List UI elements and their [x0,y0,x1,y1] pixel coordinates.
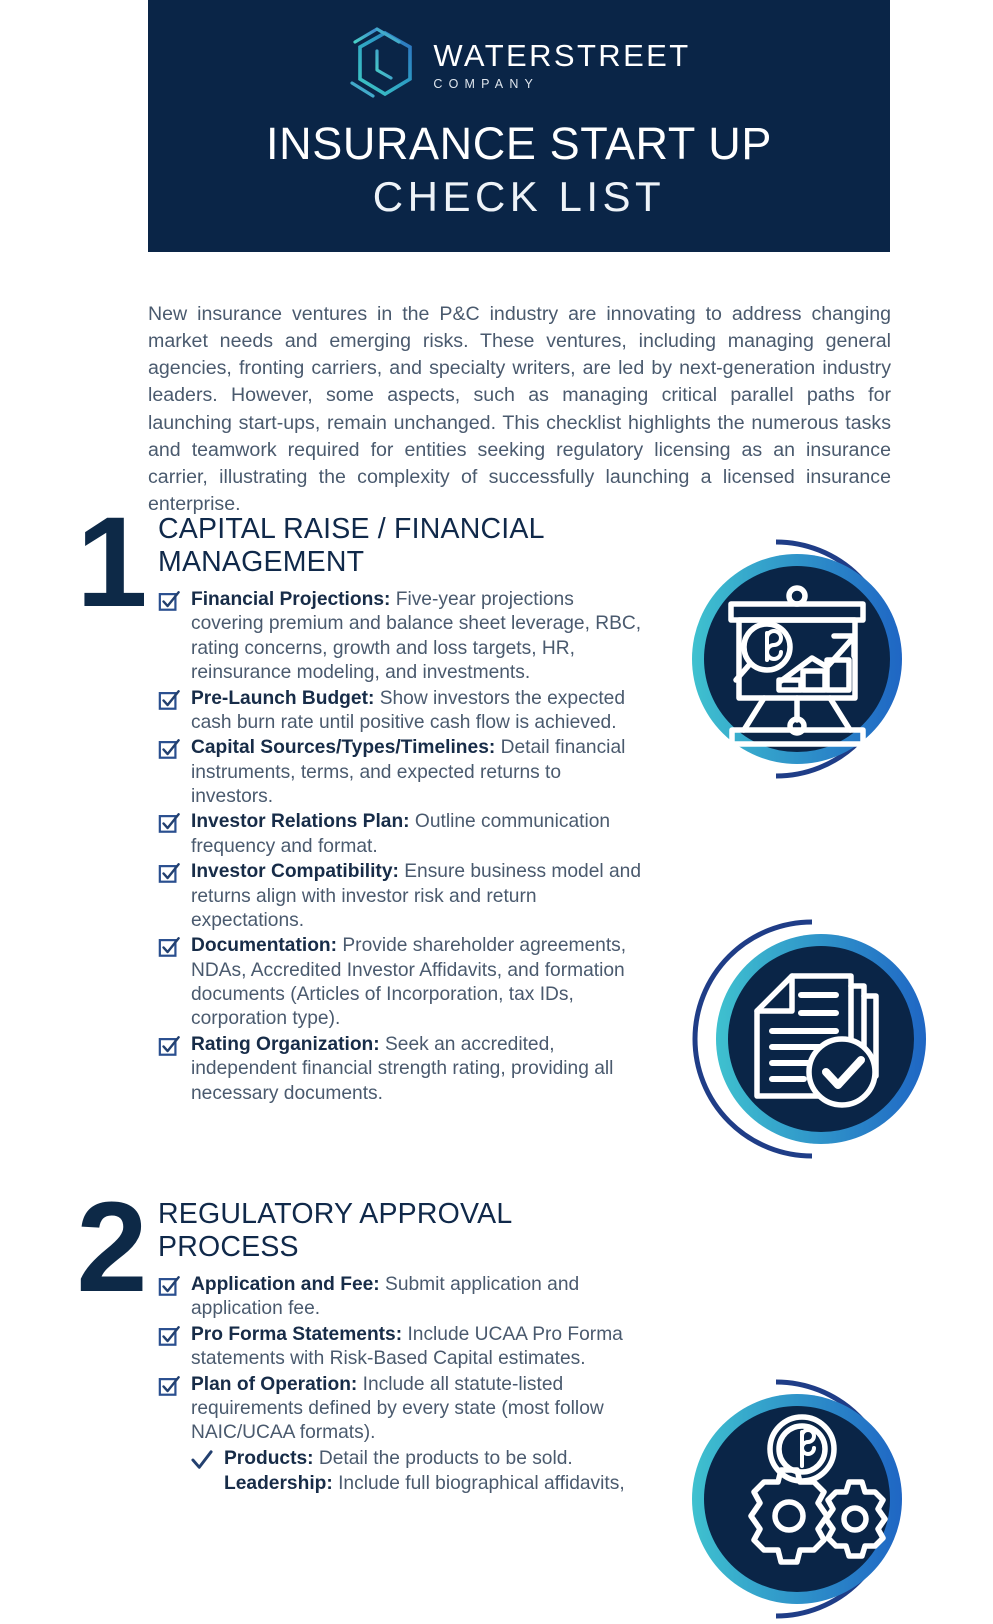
brand-logo [347,26,690,104]
checklist-subitem-text: Include full biographical affidavits, [332,1473,625,1495]
checkbox-checked-icon [158,738,180,760]
checklist-subitem-label: Leadership: [224,1473,333,1495]
checklist-subitem[interactable] [158,1447,648,1471]
checklist-item[interactable] [158,1273,648,1322]
checklist-item[interactable] [158,736,648,809]
section-number: 2 [76,1176,146,1319]
checklist [158,588,648,1106]
checklist-item[interactable] [158,1323,648,1372]
checklist-subitem-text: Detail the products to be sold. [313,1447,573,1469]
intro-paragraph: New insurance ventures in the P&C industry are innovating to address changing market needs and emerging risks. These ventures, including managing general agencies, fronting carriers, and specialty writers, are led by next-generation industry leaders. However, some aspects, such as managing critical parallel paths for launching start-ups, remain unchanged. This checklist highlights the numerous tasks and teamwork required for entities seeking regulatory licensing as an insurance carrier, illustrating the complexity of successfully launching a licensed insurance enterprise. [148,302,891,516]
checklist-item-text: Outline communication frequency and format. [191,811,611,857]
checklist-item-label: Documentation: [191,935,338,957]
checklist-item-label: Pro Forma Statements: [191,1323,403,1345]
checklist-item-label: Pre-Launch Budget: [191,687,375,709]
checklist-item-text: Five-year projections covering premium and balance sheet leverage, RBC, rating concerns, growth and loss targets, HR, reinsurance modeling, and investments. [191,589,642,684]
checkbox-checked-icon [158,1275,180,1297]
checklist-item[interactable] [158,588,648,686]
checklist-item-text: Detail financial instruments, terms, and expected returns to investors. [191,737,626,808]
checklist-item-text: Seek an accredited, independent financial strength rating, providing all necessary documents. [191,1033,614,1104]
documents-approved-icon [684,914,934,1164]
checklist-item[interactable] [158,687,648,736]
checklist-item-text: Provide shareholder agreements, NDAs, Accredited Investor Affidavits, and formation documents (Articles of Incorporation, tax IDs, corporation type). [191,935,627,1030]
checklist [158,1273,648,1496]
checklist-item-text: Include all statute-listed requirements defined by every state (most follow NAIC/UCAA formats). [191,1373,604,1444]
financial-presentation-icon [684,534,934,784]
checklist-item-text: Include UCAA Pro Forma statements with Risk-Based Capital estimates. [191,1323,623,1370]
checklist-item[interactable] [158,860,648,933]
checklist-item[interactable] [158,1033,648,1106]
checklist-subitem[interactable] [158,1472,648,1496]
header-banner [148,0,890,252]
checkbox-checked-icon [158,689,180,711]
section-heading: REGULATORY APPROVAL PROCESS [158,1198,512,1264]
hexagon-logo-icon [347,27,419,103]
checklist-item-text: Ensure business model and returns align with investor risk and return expectations. [191,861,642,931]
checkbox-checked-icon [158,1035,180,1057]
checklist-item-label: Rating Organization: [191,1033,380,1055]
section-number: 1 [76,491,146,634]
logo-subtitle: COMPANY [433,76,540,91]
checkbox-checked-icon [158,1375,180,1397]
checklist-subitem-label: Products: [224,1447,314,1469]
checklist-item-label: Financial Projections: [191,589,391,611]
checklist-item-label: Application and Fee: [191,1274,380,1296]
checklist-item-label: Capital Sources/Types/Timelines: [191,737,496,759]
checklist-item[interactable] [158,1373,648,1446]
checkbox-checked-icon [158,812,180,834]
checkbox-checked-icon [158,590,180,612]
checkbox-checked-icon [158,936,180,958]
page-subtitle: CHECK LIST [372,173,666,221]
section-heading: CAPITAL RAISE / FINANCIAL MANAGEMENT [158,513,544,579]
checkbox-checked-icon [158,862,180,884]
checklist-item[interactable] [158,934,648,1032]
checklist-item-label: Investor Relations Plan: [191,811,410,833]
checklist-item-label: Plan of Operation: [191,1373,358,1395]
checklist-item[interactable] [158,810,648,859]
checklist-item-text: Show investors the expected cash burn rate until positive cash flow is achieved. [191,687,626,733]
check-mark-icon [191,1450,213,1470]
checklist-item-text: Submit application and application fee. [191,1274,580,1320]
operations-gears-icon [684,1374,934,1624]
logo-wordmark: WATERSTREET [433,37,691,73]
checklist-item-label: Investor Compatibility: [191,861,399,883]
checkbox-checked-icon [158,1325,180,1347]
page-title: INSURANCE START UP [266,118,772,169]
